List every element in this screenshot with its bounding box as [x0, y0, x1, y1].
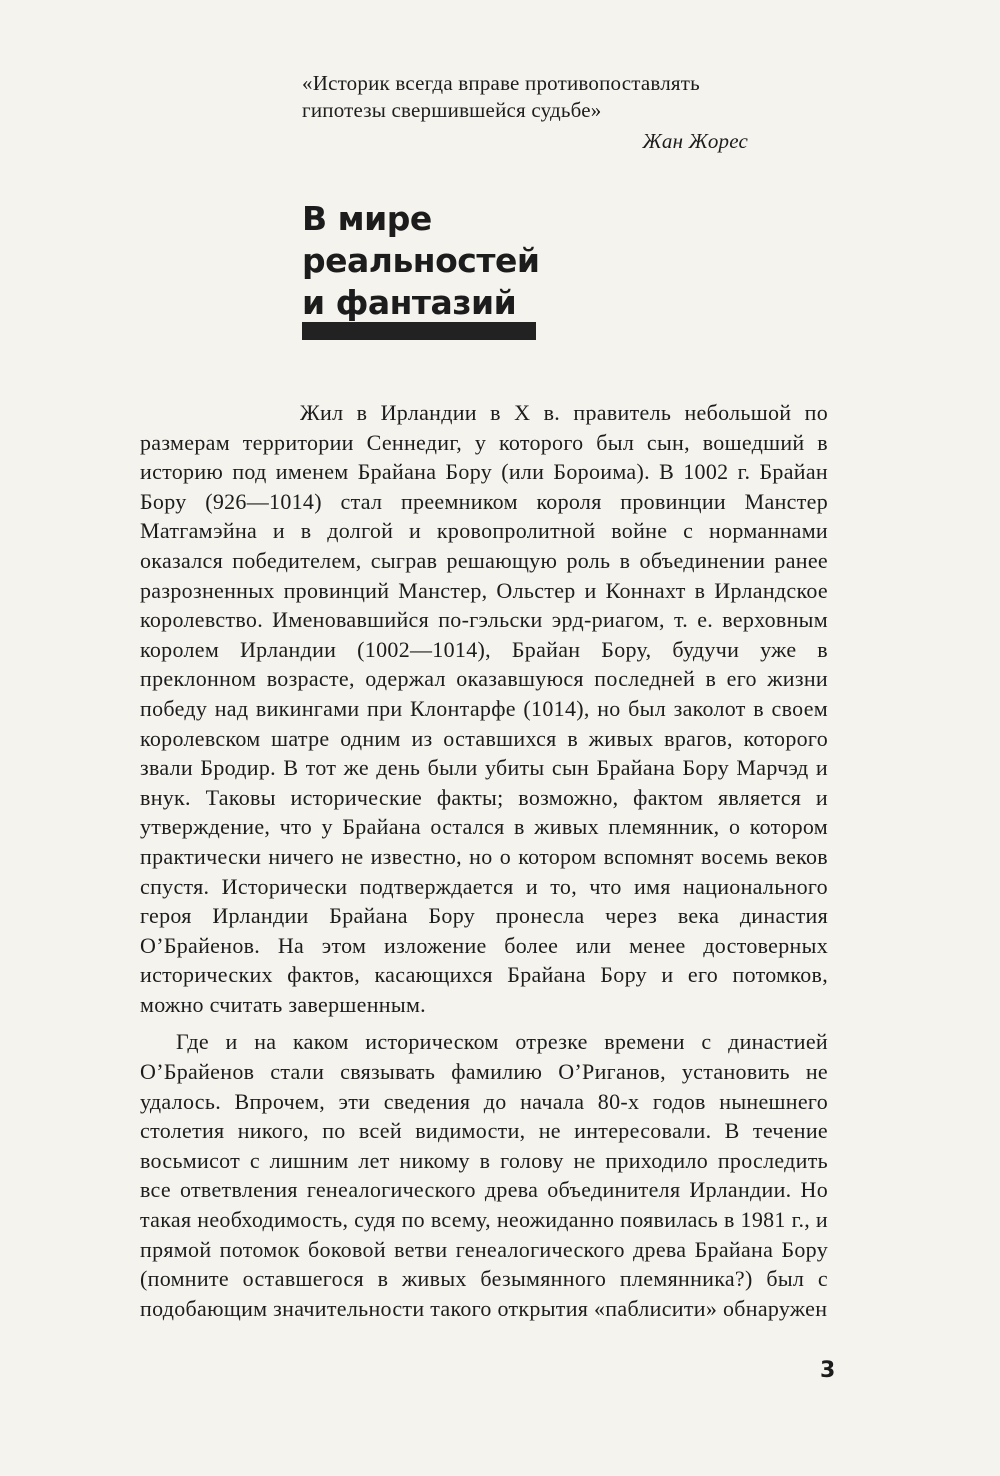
chapter-title-line-1: В мире	[302, 199, 432, 238]
epigraph	[302, 70, 772, 155]
epigraph-author: Жан Жорес	[642, 129, 748, 153]
chapter-title-line-3: и фантазий	[302, 283, 517, 322]
chapter-title-line-2: реальностей	[302, 241, 540, 280]
paragraph-2: Где и на каком историческом отрезке времени с династией О’Брайенов стали связывать фамилию О’Риганов, установить не удалось. Впрочем, эти сведения до начала 80-х годов нынешнего столетия никого, по всей видимости, не интересовали. В течение восьмисот с лишним лет никому в голову не приходило проследить все ответвления генеалогического древа объединителя Ирландии. Но такая необходимость, судя по всему, неожиданно появилась в 1981 г., и прямой потомок боковой ветви генеалогического древа Брайана Бору (помните оставшегося в живых безымянного племянника?) был с подобающим значительности такого открытия «паблисити» обнаружен	[140, 1029, 828, 1321]
page-number: 3	[820, 1358, 836, 1383]
title-underline-bar	[302, 322, 536, 340]
epigraph-quote-line-1: «Историк всегда вправе противопоставлять	[302, 71, 700, 95]
body-text	[140, 398, 828, 1323]
paragraph-1: Жил в Ирландии в X в. правитель небольшой по размерам территории Сеннедиг, у которого был сын, вошедший в историю под именем Брайана Бору (или Бороима). В 1002 г. Брайан Бору (926—1014) стал преемником короля провинции Манстер Матгамэйна и в долгой и кровопролитной войне с норманнами оказался победителем, сыграв решающую роль в объединении ранее разрозненных провинций Манстер, Ольстер и Коннахт в Ирландское королевство. Именовавшийся по-гэльски эрд-риагом, т. е. верховным королем Ирландии (1002—1014), Брайан Бору, будучи уже в преклонном возрасте, одержал оказавшуюся последней в его жизни победу над викингами при Клонтарфе (1014), но был заколот в своем королевском шатре одним из оставшихся в живых врагов, которого звали Бродир. В тот же день были убиты сын Брайана Бору Марчэд и внук. Таковы исторические факты; возможно, фактом является и утверждение, что у Брайана остался в живых племянник, о котором практически ничего не известно, но о котором вспомнят восемь веков спустя. Исторически подтверждается и то, что имя национального героя Ирландии Брайана Бору пронесла через века династия О’Брайенов. На этом изложение более или менее достоверных исторических фактов, касающихся Брайана Бору и его потомков, можно считать завершенным.	[140, 400, 828, 1017]
epigraph-quote-line-2: гипотезы свершившейся судьбе»	[302, 98, 602, 122]
chapter-title	[302, 198, 632, 324]
